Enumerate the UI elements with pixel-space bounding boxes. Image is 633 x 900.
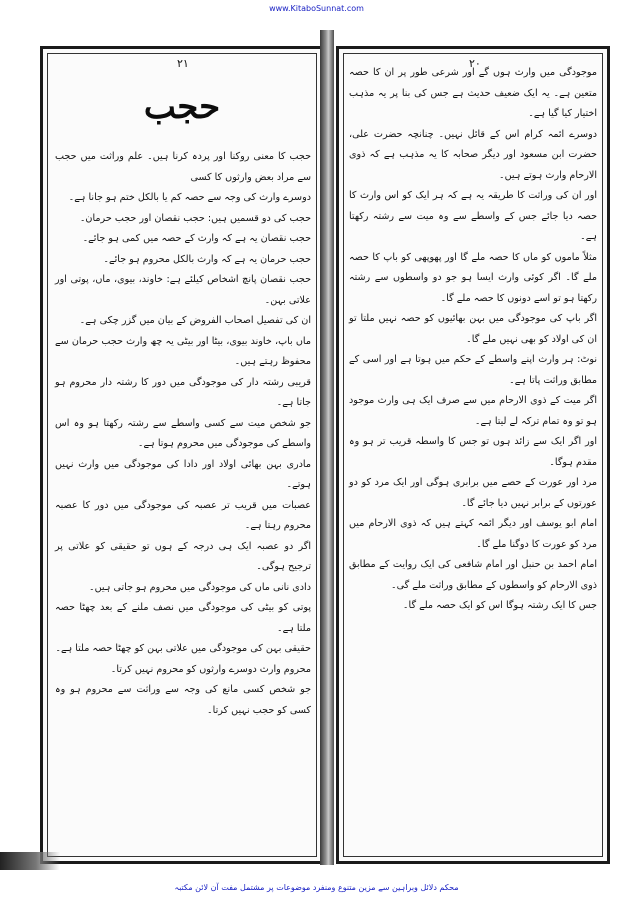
paragraph: ان کی تفصیل اصحاب الفروض کے بیان میں گزر چکی ہے۔ (79, 315, 311, 326)
footer-tagline[interactable]: محکم دلائل وبراہین سے مزین متنوع ومنفرد موضوعات پر مشتمل مفت آن لائن مکتبہ (174, 883, 459, 892)
paragraph: مادری بہن بھائی اولاد اور دادا کی موجودگی میں وارث نہیں ہوتے۔ (55, 458, 311, 490)
paragraph: امام ابو یوسف اور دیگر ائمہ کہتے ہیں کہ ذوی الارحام میں مرد کو عورت کا دوگنا ملے گا۔ (349, 518, 597, 550)
paragraph: امام احمد بن حنبل اور امام شافعی کی ایک روایت کے مطابق ذوی الارحام کو واسطوں کے مطابق وراثت ملے گی۔ (349, 559, 597, 591)
left-page-body (55, 147, 311, 847)
paragraph: نوٹ: ہر وارث اپنے واسطے کے حکم میں ہوتا ہے اور اسی کے مطابق وراثت پاتا ہے۔ (349, 354, 597, 386)
paragraph: پوتی کو بیٹی کی موجودگی میں نصف ملنے کے بعد چھٹا حصہ ملتا ہے۔ (55, 602, 311, 634)
paragraph: اگر باپ کی موجودگی میں بہن بھائیوں کو حصہ نہیں ملتا تو ان کی اولاد کو بھی نہیں ملے گا۔ (349, 313, 597, 345)
paragraph: جس کا ایک رشتہ ہوگا اس کو ایک حصہ ملے گا۔ (402, 600, 597, 611)
paragraph: حجب نقصان پانچ اشخاص کیلئے ہے: خاوند، بیوی، ماں، پوتی اور علاتی بہن۔ (55, 274, 311, 306)
paragraph: اور اگر ایک سے زائد ہوں تو جس کا واسطہ قریب تر ہو وہ مقدم ہوگا۔ (349, 436, 597, 468)
left-page (40, 46, 324, 864)
paragraph: حجب حرمان یہ ہے کہ وارث بالکل محروم ہو جائے۔ (103, 253, 311, 265)
paragraph: عصبات میں قریب تر عصبہ کی موجودگی میں دور کا عصبہ محروم رہتا ہے۔ (55, 499, 311, 531)
right-page-number: ۲۰ (469, 57, 481, 70)
paragraph: ماں باپ، خاوند بیوی، بیٹا اور بیٹی یہ چھ وارث حجب حرمان سے محفوظ رہتے ہیں۔ (55, 335, 311, 367)
paragraph: اور ان کی وراثت کا طریقہ یہ ہے کہ ہر ایک کو اس وارث کا حصہ دیا جائے جس کے واسطے سے وہ میت سے رشتہ رکھتا ہے۔ (349, 190, 597, 242)
paragraph: اگر میت کے ذوی الارحام میں سے صرف ایک ہی وارث موجود ہو تو وہ تمام ترکہ لے لیتا ہے۔ (349, 395, 597, 427)
paragraph: حقیقی بہن کی موجودگی میں علاتی بہن کو چھٹا حصہ ملتا ہے۔ (55, 643, 311, 654)
paragraph: دادی نانی ماں کی موجودگی میں محروم ہو جاتی ہیں۔ (89, 581, 311, 593)
paragraph: حجب کی دو قسمیں ہیں: حجب نقصان اور حجب حرمان۔ (79, 212, 311, 224)
paragraph: موجودگی میں وارث ہوں گے اور شرعی طور پر ان کا حصہ متعین ہے۔ یہ ایک ضعیف حدیث ہے جس کی بنا پر یہ مذہب اختیار کیا گیا ہے۔ (349, 67, 597, 119)
paragraph: دوسرے ائمہ کرام اس کے قائل نہیں۔ چنانچہ حضرت علی، حضرت ابن مسعود اور دیگر صحابہ کا یہ مذہب ہے کہ ذوی الارحام وارث ہوتے ہیں۔ (349, 128, 597, 181)
paragraph: مثلاً ماموں کو ماں کا حصہ ملے گا اور پھوپھی کو باپ کا حصہ ملے گا۔ اگر کوئی وارث ایسا ہو جو دو واسطوں سے رشتہ رکھتا ہو تو اسے دونوں کا حصہ ملے گا۔ (349, 251, 597, 304)
chapter-heading: حجب (143, 87, 221, 127)
paragraph: محروم وارث دوسرے وارثوں کو محروم نہیں کرتا۔ (110, 663, 311, 675)
paragraph: جو شخص میت سے کسی واسطے سے رشتہ رکھتا ہو وہ اس واسطے کی موجودگی میں محروم ہوتا ہے۔ (55, 417, 311, 449)
paragraph: مرد اور عورت کے حصے میں برابری ہوگی اور ایک مرد کو دو عورتوں کے برابر نہیں دیا جائے گا۔ (349, 477, 597, 509)
paragraph: جو شخص کسی مانع کی وجہ سے وراثت سے محروم ہو وہ کسی کو حجب نہیں کرتا۔ (55, 684, 311, 716)
paragraph: حجب نقصان یہ ہے کہ وارث کے حصہ میں کمی ہو جائے۔ (82, 233, 311, 244)
paragraph: اگر دو عصبہ ایک ہی درجہ کے ہوں تو حقیقی کو علاتی پر ترجیح ہوگی۔ (55, 540, 311, 572)
paragraph: قریبی رشتہ دار کی موجودگی میں دور کا رشتہ دار محروم ہو جاتا ہے۔ (55, 376, 311, 408)
right-page-body (349, 63, 597, 801)
scan-edge-shadow (0, 852, 60, 870)
site-url-header[interactable]: www.KitaboSunnat.com (269, 4, 364, 13)
left-page-number: ۲۱ (177, 57, 189, 70)
book-gutter (320, 30, 334, 865)
paragraph: دوسرے وارث کی وجہ سے حصہ کم یا بالکل ختم ہو جانا ہے۔ (68, 192, 311, 203)
paragraph: حجب کا معنی روکنا اور پردہ کرنا ہیں۔ علم وراثت میں حجب سے مراد بعض وارثوں کا کسی (55, 151, 311, 183)
right-page (336, 46, 610, 864)
